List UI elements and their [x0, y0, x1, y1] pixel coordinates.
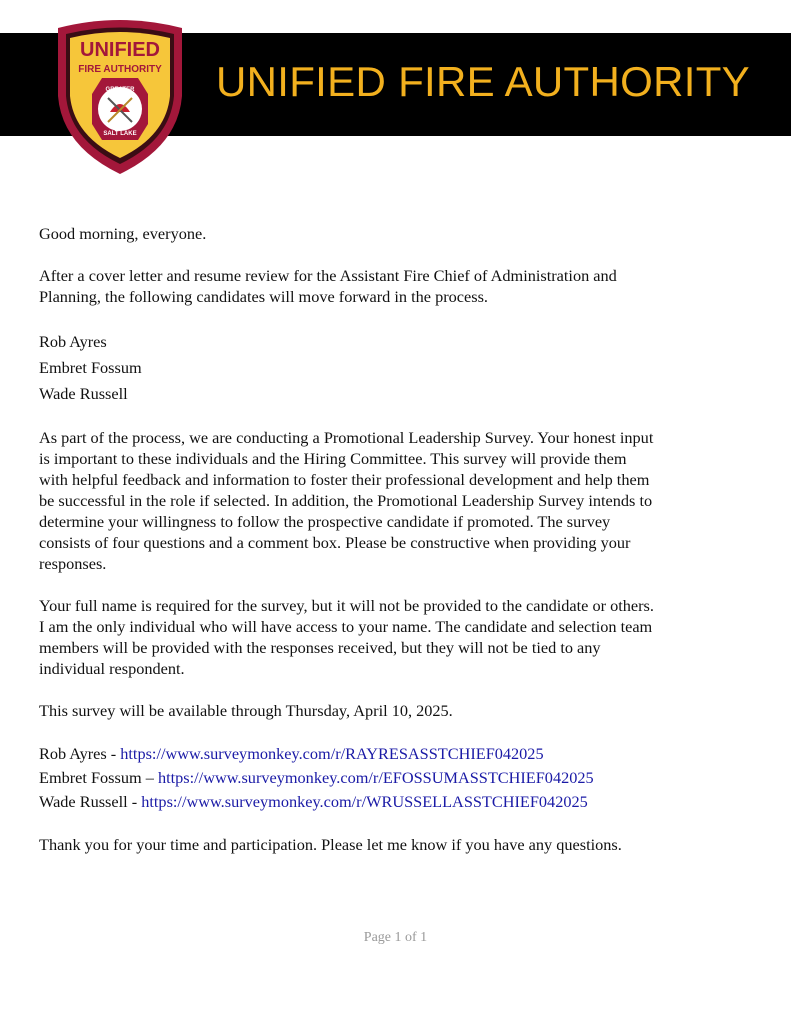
greeting: Good morning, everyone.: [39, 224, 207, 243]
letter-body: [39, 223, 759, 855]
candidate-name: Wade Russell: [39, 384, 128, 403]
svg-text:FIRE AUTHORITY: FIRE AUTHORITY: [78, 64, 162, 75]
closing: Thank you for your time and participation. Please let me know if you have any questions.: [39, 835, 622, 854]
candidate-name: Rob Ayres: [39, 332, 107, 351]
availability-notice: This survey will be available through Thursday, April 10, 2025.: [39, 701, 453, 720]
organization-title: UNIFIED FIRE AUTHORITY: [216, 58, 750, 105]
candidate-name: Rob Ayres: [39, 744, 107, 763]
candidate-name: Wade Russell: [39, 792, 128, 811]
survey-link-row: Wade Russell - https://www.surveymonkey.com/r/WRUSSELLASSTCHIEF042025: [39, 792, 588, 811]
candidate-name: Embret Fossum: [39, 358, 142, 377]
privacy-paragraph: Your full name is required for the survey, but it will not be provided to the candidate or others. I am the only individual who will have access to your name. The candidate and selection team members will be provided with the responses received, but they will not be tied to any individual respondent.: [39, 596, 654, 678]
page-number: Page 1 of 1: [363, 930, 428, 945]
svg-text:SALT LAKE: SALT LAKE: [103, 131, 137, 137]
intro-line-2: Planning, the following candidates will move forward in the process.: [39, 287, 488, 306]
survey-link-row: Rob Ayres - https://www.surveymonkey.com/r/RAYRESASSTCHIEF042025: [39, 744, 544, 763]
svg-text:GREATER: GREATER: [105, 87, 135, 93]
survey-link[interactable]: https://www.surveymonkey.com/r/WRUSSELLASSTCHIEF042025: [141, 792, 588, 811]
survey-link[interactable]: https://www.surveymonkey.com/r/EFOSSUMASSTCHIEF042025: [157, 768, 594, 787]
survey-link[interactable]: https://www.surveymonkey.com/r/RAYRESASSTCHIEF042025: [120, 744, 544, 763]
fire-department-badge-icon: [50, 16, 190, 176]
candidate-name: Embret Fossum: [39, 768, 142, 787]
survey-link-row: Embret Fossum – https://www.surveymonkey.com/r/EFOSSUMASSTCHIEF042025: [39, 768, 594, 787]
intro-line-1: After a cover letter and resume review for the Assistant Fire Chief of Administration and: [39, 266, 617, 285]
survey-paragraph: As part of the process, we are conducting a Promotional Leadership Survey. Your honest input is important to these individuals and the Hiring Committee. This survey will provide them with helpful feedback and information to foster their professional development and help them be successful in the role if selected. In addition, the Promotional Leadership Survey intends to determine your willingness to follow the prospective candidate if promoted. The survey consists of four questions and a comment box. Please be constructive when providing your responses.: [39, 428, 654, 573]
svg-text:UNIFIED: UNIFIED: [80, 39, 160, 61]
